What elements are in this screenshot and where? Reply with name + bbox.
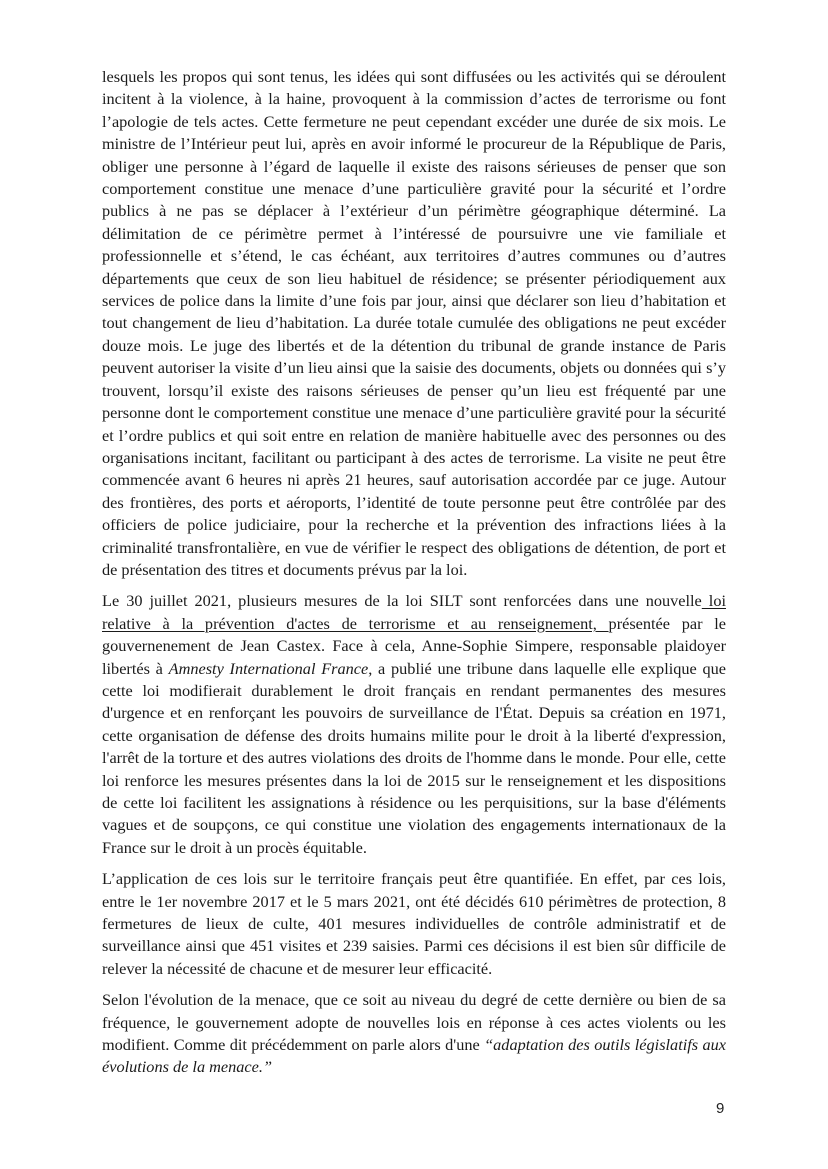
paragraph-2-text-c: , a publié une tribune dans laquelle elle explique que cette loi modifierait durablement le droit français en rendant permanentes des mesures d'urgence et en renforçant les pouvoirs de surveillance de l'État. Depuis sa création en 1971, cette organisation de défense des droits humains milite pour le droit à la liberté d'expression, l'arrêt de la torture et des autres violations des droits de l'homme dans le monde. Pour elle, cette loi renforce les mesures présentes dans la loi de 2015 sur le renseignement et les dispositions de cette loi facilitent les assignations à résidence ou les perquisitions, sur la base d'éléments vagues et de soupçons, ce qui constitue une violation des engagements internationaux de la France sur le droit à un procès équitable. [102,658,726,857]
paragraph-4-text: Selon l'évolution de la menace, que ce soit au niveau du degré de cette dernière ou bien de sa fréquence, le gouvernement adopte de nouvelles lois en réponse à ces actes violents ou les modifient. Comme dit précédemment on parle alors d'une [102,990,726,1055]
paragraph-2-text-a: Le 30 juillet 2021, plusieurs mesures de la loi SILT sont renforcées dans une nouvelle [102,591,702,611]
document-page [102,66,726,1088]
paragraph-4 [102,989,726,1079]
page-number: 9 [716,1100,725,1117]
quote: “adaptation des outils législatifs aux évolutions de la menace.” [102,1035,726,1077]
paragraph-1: lesquels les propos qui sont tenus, les idées qui sont diffusées ou les activités qui se déroulent incitent à la violence, à la haine, provoquent à la commission d’actes de terrorisme ou font l’apologie de tels actes. Cette fermeture ne peut cependant excéder une durée de six mois. Le ministre de l’Intérieur peut lui, après en avoir informé le procureur de la République de Paris, obliger une personne à l’égard de laquelle il existe des raisons sérieuses de penser que son comportement constitue une menace d’une particulière gravité pour la sécurité et l’ordre publics à ne pas se déplacer à l’extérieur d’un périmètre géographique déterminé. La délimitation de ce périmètre permet à l’intéressé de poursuivre une vie familiale et professionnelle et s’étend, le cas échéant, aux territoires d’autres communes ou d’autres départements que ceux de son lieu habituel de résidence; se présenter périodiquement aux services de police dans la limite d’une fois par jour, ainsi que déclarer son lieu d’habitation et tout changement de lieu d’habitation. La durée totale cumulée des obligations ne peut excéder douze mois. Le juge des libertés et de la détention du tribunal de grande instance de Paris peuvent autoriser la visite d’un lieu ainsi que la saisie des documents, objets ou données qui s’y trouvent, lorsqu’il existe des raisons sérieuses de penser qu’un lieu est fréquenté par une personne dont le comportement constitue une menace d’une particulière gravité pour la sécurité et l’ordre publics et qui soit entre en relation de manière habituelle avec des personnes ou des organisations incitant, facilitant ou participant à des actes de terrorisme. La visite ne peut être commencée avant 6 heures ni après 21 heures, sauf autorisation accordée par ce juge. Autour des frontières, des ports et aéroports, l’identité de toute personne peut être contrôlée par des officiers de police judiciaire, pour la recherche et la prévention des infractions liées à la criminalité transfrontalière, en vue de vérifier le respect des obligations de détention, de port et de présentation des titres et documents prévus par la loi. [102,67,726,579]
paragraph-2 [102,590,726,859]
organization-name: Amnesty International France [168,658,369,678]
paragraph-2-text-b: présentée par le gouvernenement de Jean Castex. Face à cela, Anne-Sophie Simpere, responsable plaidoyer libertés à [102,613,726,678]
law-link[interactable]: loi relative à la prévention d'actes de terrorisme et au renseignement, [102,591,726,633]
paragraph-3: L’application de ces lois sur le territoire français peut être quantifiée. En effet, par ces lois, entre le 1er novembre 2017 et le 5 mars 2021, ont été décidés 610 périmètres de protection, 8 fermetures de lieux de culte, 401 mesures individuelles de contrôle administratif et de surveillance ainsi que 451 visites et 239 saisies. Parmi ces décisions il est bien sûr difficile de relever la nécessité de chacune et de mesurer leur efficacité. [102,869,726,978]
